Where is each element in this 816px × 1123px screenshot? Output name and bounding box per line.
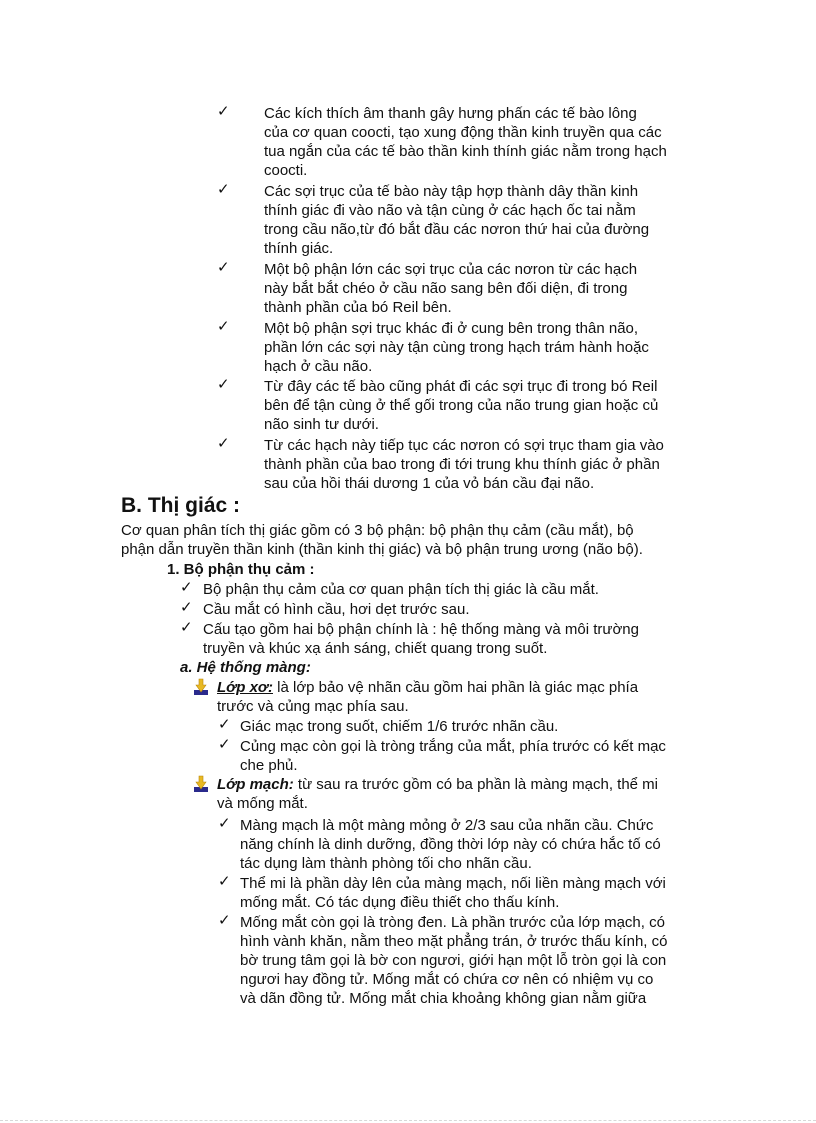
list-item-line: năng chính là dinh dưỡng, đồng thời lớp này có chứa hắc tố có xyxy=(240,836,661,853)
list-item-line: Thể mi là phần dày lên của màng mạch, nối liền màng mạch với xyxy=(240,875,666,892)
list-item-line: Giác mạc trong suốt, chiếm 1/6 trước nhãn cầu. xyxy=(240,718,559,735)
check-icon: ✓ xyxy=(217,180,230,198)
list-item-line: Củng mạc còn gọi là tròng trắng của mắt, phía trước có kết mạc xyxy=(240,738,666,755)
list-item-line: Các kích thích âm thanh gây hưng phấn các tế bào lông xyxy=(264,105,637,122)
list-item-line: mống mắt. Có tác dụng điều thiết cho thấu kính. xyxy=(240,894,560,911)
layer-text: từ sau ra trước gồm có ba phần là màng mạch, thể mi xyxy=(293,776,658,793)
list-item-line: Một bộ phận sợi trục khác đi ở cung bên trong thân não, xyxy=(264,320,639,337)
paragraph-line: phận dẫn truyền thần kinh (thần kinh thị giác) và bộ phận trung ương (não bộ). xyxy=(121,541,643,558)
check-icon: ✓ xyxy=(218,872,231,890)
layer-text: là lớp bảo vệ nhãn cầu gồm hai phần là giác mạc phía xyxy=(272,679,639,696)
page-edge-divider xyxy=(0,1120,816,1121)
check-icon: ✓ xyxy=(180,618,193,636)
list-item-line: thính giác đi vào não và tận cùng ở các hạch ốc tai nằm xyxy=(264,202,636,219)
list-item-line: não sinh tư dưới. xyxy=(264,416,379,433)
list-item-line: Các sợi trục của tế bào này tập hợp thành dây thần kinh xyxy=(264,183,639,200)
list-item-line: hình vành khăn, nằm theo mặt phẳng trán, ở trước thấu kính, có xyxy=(240,933,668,950)
layer-label: Lớp mạch: xyxy=(217,776,294,793)
list-item-line: Cấu tạo gồm hai bộ phận chính là : hệ thống màng và môi trường xyxy=(203,621,639,638)
list-item-line: Mống mắt còn gọi là tròng đen. Là phần trước của lớp mạch, có xyxy=(240,914,665,931)
check-icon: ✓ xyxy=(180,598,193,616)
check-icon: ✓ xyxy=(217,434,230,452)
check-icon: ✓ xyxy=(180,578,193,596)
list-item-line: sau của hồi thái dương 1 của vỏ bán cầu đại não. xyxy=(264,475,595,492)
check-icon: ✓ xyxy=(218,715,231,733)
list-item-line: Một bộ phận lớn các sợi trục của các nơron từ các hạch xyxy=(264,261,638,278)
check-icon: ✓ xyxy=(218,814,231,832)
check-icon: ✓ xyxy=(217,258,230,276)
layer-paragraph-line xyxy=(217,775,658,794)
list-item-line: coocti. xyxy=(264,162,308,179)
list-item-line: truyền và khúc xạ ánh sáng, chiết quang trong suốt. xyxy=(203,640,548,657)
list-item-line: thành phần của bó Reil bên. xyxy=(264,299,452,316)
list-item-line: phần lớn các sợi này tận cùng trong hạch trám hành hoặc xyxy=(264,339,649,356)
subsection-heading: 1. Bộ phận thụ cảm : xyxy=(167,561,315,578)
list-item-line: Màng mạch là một màng mỏng ở 2/3 sau của nhãn cầu. Chức xyxy=(240,817,654,834)
list-item-line: này bắt bắt chéo ở cầu não sang bên đối diện, đi trong xyxy=(264,280,628,297)
list-item-line: bờ trung tâm gọi là bờ con ngươi, giới hạn một lỗ tròn gọi là con xyxy=(240,952,667,969)
arrow-marker-icon xyxy=(193,775,209,793)
list-item-line: và dãn đồng tử. Mống mắt chia khoảng không gian nằm giữa xyxy=(240,990,647,1007)
list-item-line: bên để tận cùng ở thể gối trong của não trung gian hoặc củ xyxy=(264,397,659,414)
list-item-line: của cơ quan coocti, tạo xung động thần kinh truyền qua các xyxy=(264,124,662,141)
list-item-line: thính giác. xyxy=(264,240,334,257)
check-icon: ✓ xyxy=(217,375,230,393)
layer-paragraph-line: và mống mắt. xyxy=(217,795,308,812)
check-icon: ✓ xyxy=(217,317,230,335)
list-item-line: trong cầu não,từ đó bắt đầu các nơron thứ hai của đường xyxy=(264,221,650,238)
paragraph-line: Cơ quan phân tích thị giác gồm có 3 bộ phận: bộ phận thụ cảm (cầu mắt), bộ xyxy=(121,522,634,539)
list-item-line: Từ đây các tế bào cũng phát đi các sợi trục đi trong bó Reil xyxy=(264,378,658,395)
subsection-heading: a. Hệ thống màng: xyxy=(180,659,311,676)
layer-paragraph-line xyxy=(217,678,638,697)
list-item-line: Cầu mắt có hình cầu, hơi dẹt trước sau. xyxy=(203,601,470,618)
list-item-line: thành phần của bao trong đi tới trung khu thính giác ở phần xyxy=(264,456,660,473)
list-item-line: Bộ phận thụ cảm của cơ quan phận tích thị giác là cầu mắt. xyxy=(203,581,599,598)
check-icon: ✓ xyxy=(218,735,231,753)
list-item-line: Từ các hạch này tiếp tục các nơron có sợi trục tham gia vào xyxy=(264,437,664,454)
list-item-line: hạch ở cầu não. xyxy=(264,358,373,375)
list-item-line: tác dụng làm thành phòng tối cho nhãn cầu. xyxy=(240,855,532,872)
arrow-marker-icon xyxy=(193,678,209,696)
list-item-line: tua ngắn của các tế bào thần kinh thính giác nằm trong hạch xyxy=(264,143,667,160)
section-heading: B. Thị giác : xyxy=(121,494,241,517)
list-item-line: ngươi hay đồng tử. Mống mắt có chứa cơ nên có nhiệm vụ co xyxy=(240,971,654,988)
layer-paragraph-line: trước và củng mạc phía sau. xyxy=(217,698,409,715)
check-icon: ✓ xyxy=(217,102,230,120)
list-item-line: che phủ. xyxy=(240,757,298,774)
layer-label: Lớp xơ: xyxy=(217,679,273,696)
check-icon: ✓ xyxy=(218,911,231,929)
